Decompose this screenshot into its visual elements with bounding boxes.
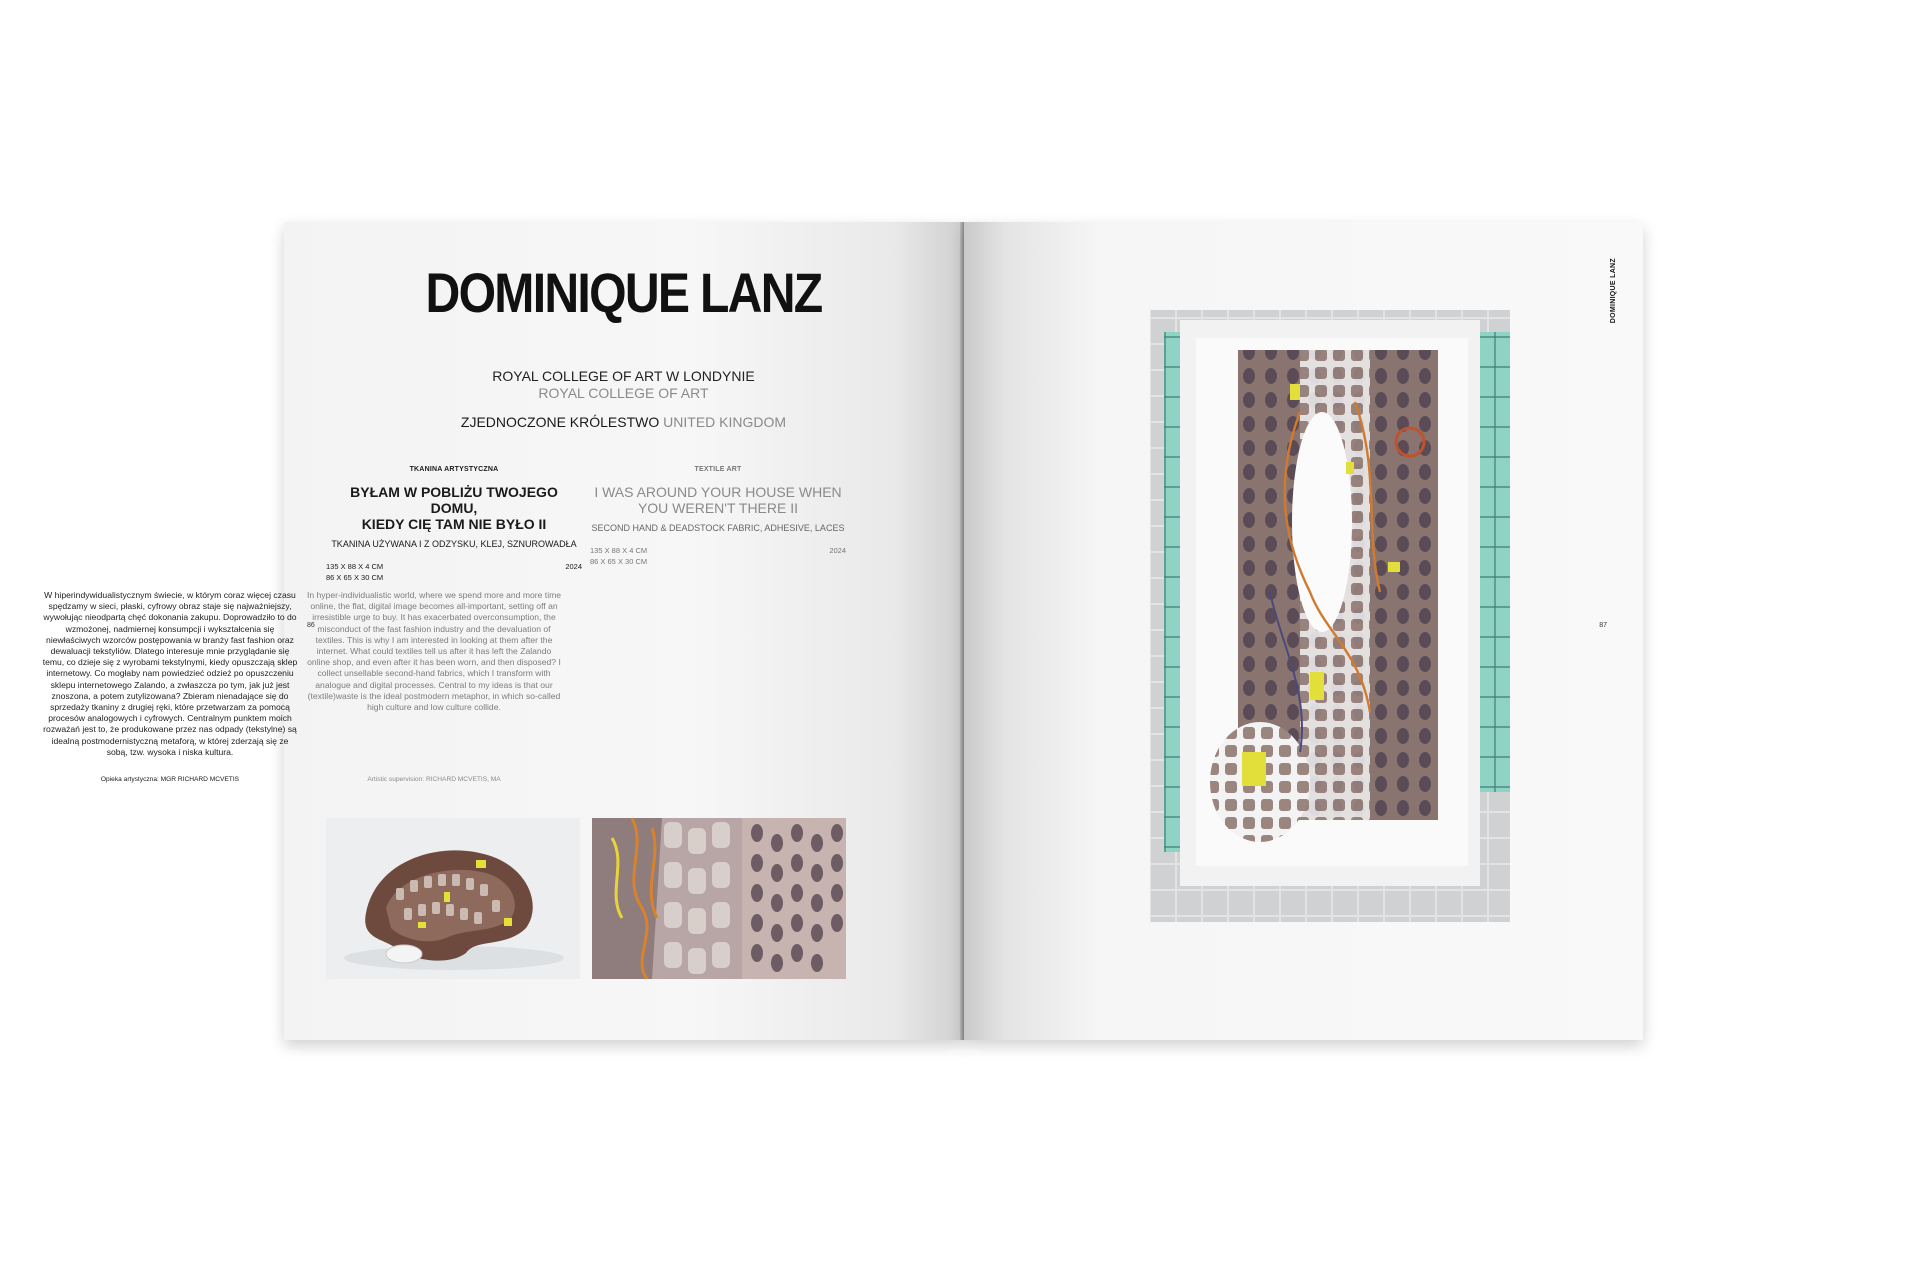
work-title-en-line1: I WAS AROUND YOUR HOUSE WHEN [594,484,842,500]
page-number-left: 86 [307,622,315,629]
artist-title: DOMINIQUE LANZ [425,261,822,324]
year-pl: 2024 [565,562,582,571]
work-title-pl [326,484,582,532]
dimension-2-pl: 86 X 65 X 30 CM [326,573,384,582]
country-pl: ZJEDNOCZONE KRÓLESTWO [460,414,660,430]
running-head: DOMINIQUE LANZ [1610,258,1617,324]
school [284,368,963,402]
work-info-en [590,466,846,569]
work-title-pl-line1: BYŁAM W POBLIŻU TWOJEGO DOMU, [350,484,558,516]
dimensions-pl [326,561,582,585]
artwork-photo-sculpture [326,818,580,979]
artwork-photo-detail [592,818,846,979]
dimension-1-en: 135 X 88 X 4 CM [590,546,648,555]
work-info-pl [326,466,582,585]
materials-pl: TKANINA UŻYWANA I Z ODZYSKU, KLEJ, SZNUROWADŁA [331,539,577,549]
supervision-en: Artistic supervision: RICHARD MCVETIS, MA [367,776,501,783]
statement-en: In hyper-individualistic world, where we spend more and more time online, the flat, digital image becomes all-important, setting off an irresistible urge to buy. It has exacerbated overconsumption, the misconduct of the fast fashion industry and the devaluation of textiles. This is why I am interested in looking at them after the internet. What could textiles tell us after it has left the Zalando online shop, and even after it has been worn, and then disposed? I collect unsellable second-hand fabrics, which I transform with analogue and digital processes. Central to my ideas is that our (textile)waste is the ideal postmodern metaphor, in which so-called high culture and low culture collide. [306,590,562,713]
work-title-en [590,484,846,516]
school-en: ROYAL COLLEGE OF ART [538,385,709,401]
artwork-photo-main [1150,292,1514,932]
supervision-pl: Opieka artystyczna: MGR RICHARD MCVETIS [100,776,240,783]
school-pl: ROYAL COLLEGE OF ART W LONDYNIE [492,368,755,384]
work-title-pl-line2: KIEDY CIĘ TAM NIE BYŁO II [361,516,547,532]
statement-pl: W hiperindywidualistycznym świecie, w którym coraz więcej czasu spędzamy w sieci, płaski, cyfrowy obraz staje się najważniejszy, wywołując nieodpartą chęć dokonania zakupu. Doprowadziło to do wzmożonej, nadmiernej konsumpcji i wykształcenia się niewłaściwych wzorców postępowania w branży fast fashion oraz dewaluacji tekstyliów. Dlatego interesuje mnie przyglądanie się temu, co dzieje się z wyrobami tekstylnymi, kiedy opuszczają sklep internetowy. Co mogłaby nam powiedzieć odzież po opuszczeniu sklepu internetowego Zalando, a zwłaszcza po tym, jak już jest znoszona, a potem zutylizowana? Zbieram nienadające się do sprzedaży tkaniny z drugiej ręki, które przetwarzam za pomocą procesów analogowych i cyfrowych. Centralnym punktem moich rozważań jest to, że produkowane przez nas odpady (tekstylne) są idealną postmodernistyczną metaforą, w której zderzają się ze sobą, tzw. wysoka i niska kultura. [42,590,298,757]
dimension-1-pl: 135 X 88 X 4 CM [326,562,384,571]
dimension-2-en: 86 X 65 X 30 CM [590,557,648,566]
category-pl: TKANINA ARTYSTYCZNA [409,466,499,473]
materials-en: SECOND HAND & DEADSTOCK FABRIC, ADHESIVE, LACES [591,523,845,533]
country [284,414,963,430]
country-en: UNITED KINGDOM [663,414,787,430]
dimensions-en [590,545,846,569]
page-number-right: 87 [1599,622,1607,629]
category-en: TEXTILE ART [694,466,742,473]
year-en: 2024 [829,546,846,555]
work-title-en-line2: YOU WEREN'T THERE II [637,500,799,516]
